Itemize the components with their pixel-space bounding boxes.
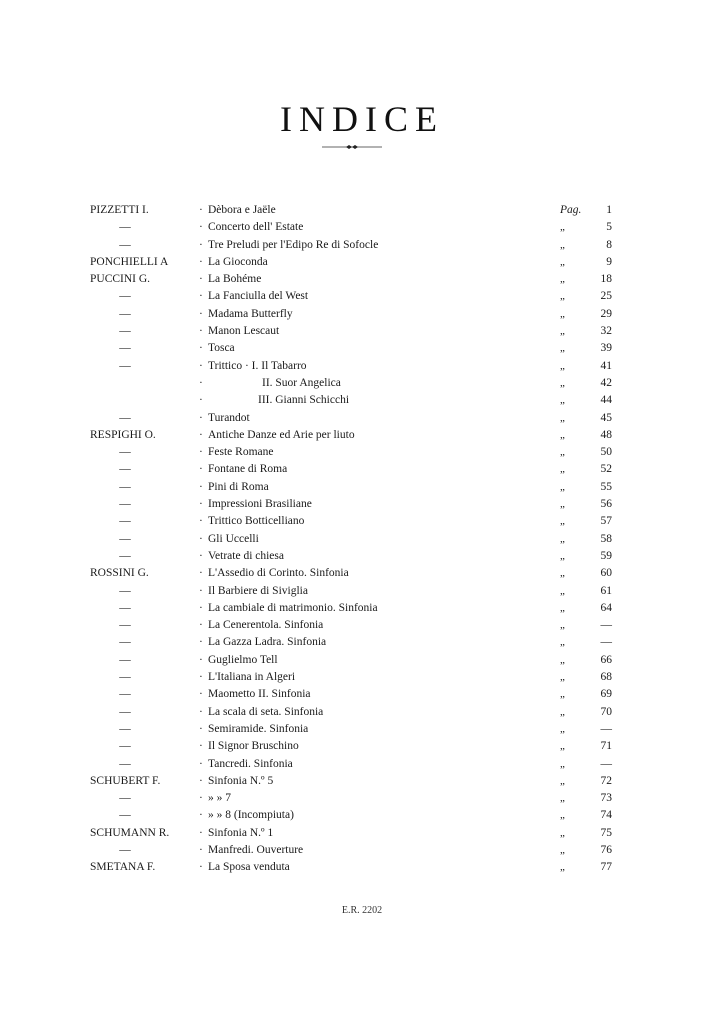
ditto-mark: „	[560, 653, 565, 666]
lead-dot: ·	[199, 204, 203, 216]
lead-dot: ·	[199, 359, 203, 372]
page-number: 66	[600, 653, 612, 666]
index-row	[0, 461, 724, 478]
lead-dot: ·	[199, 428, 203, 441]
page-number: 60	[600, 567, 612, 580]
work-title: Madama Butterfly	[208, 307, 293, 320]
page-number: 44	[600, 394, 612, 407]
ditto-mark: „	[560, 515, 565, 528]
work-title: Feste Romane	[208, 446, 274, 459]
page-number: 72	[600, 774, 612, 787]
index-row	[0, 410, 724, 427]
page-number: 52	[600, 463, 612, 476]
ditto-dash: —	[119, 601, 131, 614]
lead-dot: ·	[199, 567, 203, 580]
composer-name: ROSSINI G.	[90, 567, 149, 580]
work-title: L'Assedio di Corinto. Sinfonia	[208, 567, 349, 580]
work-title: La cambiale di matrimonio. Sinfonia	[208, 601, 378, 614]
ditto-dash: —	[119, 411, 131, 424]
ditto-dash: —	[119, 290, 131, 303]
ditto-dash: —	[119, 619, 131, 632]
index-row	[0, 444, 724, 461]
page-number: 59	[600, 549, 612, 562]
page-number: 56	[600, 498, 612, 511]
lead-dot: ·	[199, 532, 203, 545]
ditto-mark: „	[560, 843, 565, 856]
ditto-dash: —	[119, 342, 131, 355]
lead-dot: ·	[199, 688, 203, 701]
title-ornament	[322, 144, 382, 150]
page-number: 74	[600, 809, 612, 822]
composer-name: PUCCINI G.	[90, 273, 151, 286]
lead-dot: ·	[199, 290, 203, 303]
ditto-mark: „	[560, 774, 565, 787]
index-row	[0, 323, 724, 340]
ditto-dash: —	[119, 688, 131, 701]
index-row	[0, 288, 724, 305]
lead-dot: ·	[199, 861, 203, 874]
lead-dot: ·	[199, 809, 203, 822]
ditto-dash: —	[119, 636, 131, 649]
index-row	[0, 634, 724, 651]
composer-name: PONCHIELLI A	[90, 255, 169, 268]
ditto-dash: —	[119, 792, 131, 805]
ditto-mark: „	[560, 221, 565, 234]
index-row	[0, 704, 724, 721]
ditto-mark: „	[560, 792, 565, 805]
lead-dot: ·	[199, 376, 203, 389]
lead-dot: ·	[199, 653, 203, 666]
page-number: 69	[600, 688, 612, 701]
work-title: La Fanciulla del West	[208, 290, 309, 303]
page-number: —	[600, 619, 612, 632]
ditto-dash: —	[119, 757, 131, 770]
work-title: Sinfonia N.º 5	[208, 774, 274, 787]
work-title: Fontane di Roma	[208, 463, 288, 476]
composer-name: SCHUBERT F.	[90, 774, 161, 787]
index-row	[0, 859, 724, 876]
lead-dot: ·	[199, 722, 203, 735]
lead-dot: ·	[199, 463, 203, 476]
ditto-dash: —	[119, 740, 131, 753]
work-title: Concerto dell' Estate	[208, 221, 304, 234]
ditto-dash: —	[119, 325, 131, 338]
ditto-dash: —	[119, 584, 131, 597]
ditto-mark: „	[560, 255, 565, 268]
work-title: Vetrate di chiesa	[208, 549, 284, 562]
ditto-dash: —	[119, 463, 131, 476]
lead-dot: ·	[199, 342, 203, 355]
page-number: 77	[600, 861, 612, 874]
page-number: 71	[600, 740, 612, 753]
ditto-dash: —	[119, 480, 131, 493]
lead-dot: ·	[199, 757, 203, 770]
ditto-dash: —	[119, 705, 131, 718]
page-number: 48	[600, 428, 612, 441]
page-number: 18	[600, 273, 612, 286]
page-number: 39	[600, 342, 612, 355]
ditto-dash: —	[119, 532, 131, 545]
index-row	[0, 756, 724, 773]
ditto-mark: „	[560, 290, 565, 303]
index-row	[0, 254, 724, 271]
lead-dot: ·	[199, 325, 203, 338]
ditto-mark: „	[560, 463, 565, 476]
page-number: 42	[600, 376, 612, 389]
index-row	[0, 306, 724, 323]
page-label: Pag.	[560, 204, 582, 216]
work-title: Manon Lescaut	[208, 325, 280, 338]
ditto-dash: —	[119, 498, 131, 511]
work-title: Trittico · I. Il Tabarro	[208, 359, 307, 372]
ditto-mark: „	[560, 549, 565, 562]
work-title: Il Barbiere di Siviglia	[208, 584, 308, 597]
ditto-mark: „	[560, 411, 565, 424]
ditto-mark: „	[560, 273, 565, 286]
ditto-mark: „	[560, 757, 565, 770]
ditto-dash: —	[119, 843, 131, 856]
index-row	[0, 479, 724, 496]
work-title: » » 8 (Incompiuta)	[208, 809, 294, 822]
composer-name: RESPIGHI O.	[90, 428, 156, 441]
index-table	[0, 202, 724, 877]
index-row	[0, 392, 724, 409]
page-number: 76	[600, 843, 612, 856]
composer-name: PIZZETTI I.	[90, 204, 149, 216]
work-title: La Gazza Ladra. Sinfonia	[208, 636, 327, 649]
page-number: 1	[606, 204, 612, 216]
page-number: —	[600, 636, 612, 649]
work-title: Tre Preludi per l'Edipo Re di Sofocle	[208, 238, 379, 251]
work-title: Pini di Roma	[208, 480, 269, 493]
lead-dot: ·	[199, 601, 203, 614]
page-number: 29	[600, 307, 612, 320]
work-title: Impressioni Brasiliane	[208, 498, 312, 511]
work-title: L'Italiana in Algeri	[208, 671, 296, 684]
lead-dot: ·	[199, 705, 203, 718]
ditto-mark: „	[560, 826, 565, 839]
index-row	[0, 686, 724, 703]
index-row	[0, 583, 724, 600]
composer-name: SCHUMANN R.	[90, 826, 170, 839]
index-row	[0, 513, 724, 530]
ditto-mark: „	[560, 394, 565, 407]
page-number: 61	[600, 584, 612, 597]
ditto-mark: „	[560, 601, 565, 614]
index-row	[0, 773, 724, 790]
ditto-mark: „	[560, 446, 565, 459]
ditto-mark: „	[560, 359, 565, 372]
index-row	[0, 825, 724, 842]
lead-dot: ·	[199, 480, 203, 493]
page-number: 58	[600, 532, 612, 545]
work-title: Sinfonia N.º 1	[208, 826, 274, 839]
work-title: Maometto II. Sinfonia	[208, 688, 311, 701]
ditto-dash: —	[119, 446, 131, 459]
page-number: 64	[600, 601, 612, 614]
ditto-dash: —	[119, 221, 131, 234]
page-number: 50	[600, 446, 612, 459]
work-title: Tosca	[208, 342, 235, 355]
page-number: 25	[600, 290, 612, 303]
page-number: 45	[600, 411, 612, 424]
index-row	[0, 358, 724, 375]
lead-dot: ·	[199, 549, 203, 562]
page-number: 5	[606, 221, 612, 234]
composer-name: SMETANA F.	[90, 861, 156, 874]
ditto-mark: „	[560, 238, 565, 251]
lead-dot: ·	[199, 636, 203, 649]
lead-dot: ·	[199, 255, 203, 268]
page-number: 8	[606, 238, 612, 251]
lead-dot: ·	[199, 671, 203, 684]
page-number: 55	[600, 480, 612, 493]
ditto-mark: „	[560, 671, 565, 684]
ditto-dash: —	[119, 549, 131, 562]
index-row	[0, 842, 724, 859]
work-title: La scala di seta. Sinfonia	[208, 705, 324, 718]
work-title: Turandot	[208, 411, 250, 424]
page-number: 57	[600, 515, 612, 528]
ditto-mark: „	[560, 619, 565, 632]
page-number: 68	[600, 671, 612, 684]
index-row	[0, 600, 724, 617]
page-number: 70	[600, 705, 612, 718]
index-row	[0, 652, 724, 669]
index-row	[0, 669, 724, 686]
work-title: Gli Uccelli	[208, 532, 259, 545]
ditto-mark: „	[560, 809, 565, 822]
lead-dot: ·	[199, 446, 203, 459]
ditto-mark: „	[560, 532, 565, 545]
ditto-mark: „	[560, 480, 565, 493]
catalog-number: E.R. 2202	[341, 905, 383, 916]
ditto-mark: „	[560, 342, 565, 355]
page-number: —	[600, 722, 612, 735]
lead-dot: ·	[199, 792, 203, 805]
ditto-mark: „	[560, 325, 565, 338]
ditto-dash: —	[119, 653, 131, 666]
index-row	[0, 271, 724, 288]
work-title: Dèbora e Jaële	[208, 204, 276, 216]
index-row	[0, 219, 724, 236]
work-title: Tancredi. Sinfonia	[208, 757, 293, 770]
ditto-mark: „	[560, 584, 565, 597]
page-number: 9	[606, 255, 612, 268]
page-number: 32	[600, 325, 612, 338]
index-row	[0, 375, 724, 392]
ditto-mark: „	[560, 636, 565, 649]
index-row	[0, 738, 724, 755]
ditto-dash: —	[119, 359, 131, 372]
page-title: INDICE	[280, 99, 444, 139]
ditto-dash: —	[119, 238, 131, 251]
ditto-mark: „	[560, 498, 565, 511]
work-title: Manfredi. Ouverture	[208, 843, 304, 856]
ditto-mark: „	[560, 428, 565, 441]
work-title: La Cenerentola. Sinfonia	[208, 619, 324, 632]
page-number: 75	[600, 826, 612, 839]
ditto-mark: „	[560, 705, 565, 718]
lead-dot: ·	[199, 774, 203, 787]
index-row	[0, 496, 724, 513]
lead-dot: ·	[199, 394, 203, 407]
index-row	[0, 548, 724, 565]
work-title: La Gioconda	[208, 255, 268, 268]
ditto-mark: „	[560, 307, 565, 320]
lead-dot: ·	[199, 515, 203, 528]
lead-dot: ·	[199, 584, 203, 597]
index-row	[0, 531, 724, 548]
lead-dot: ·	[199, 273, 203, 286]
page-number: —	[600, 757, 612, 770]
ditto-dash: —	[119, 671, 131, 684]
index-row	[0, 565, 724, 582]
work-title: II. Suor Angelica	[262, 376, 341, 389]
lead-dot: ·	[199, 826, 203, 839]
lead-dot: ·	[199, 619, 203, 632]
work-title: Trittico Botticelliano	[208, 515, 305, 528]
index-row	[0, 807, 724, 824]
ditto-mark: „	[560, 740, 565, 753]
lead-dot: ·	[199, 843, 203, 856]
lead-dot: ·	[199, 740, 203, 753]
ditto-dash: —	[119, 515, 131, 528]
ditto-mark: „	[560, 688, 565, 701]
page-number: 73	[600, 792, 612, 805]
index-row	[0, 617, 724, 634]
index-row	[0, 790, 724, 807]
work-title: Il Signor Bruschino	[208, 740, 299, 753]
page-number: 41	[600, 359, 612, 372]
work-title: Antiche Danze ed Arie per liuto	[208, 428, 355, 441]
work-title: La Sposa venduta	[208, 861, 290, 874]
work-title: Semiramide. Sinfonia	[208, 722, 309, 735]
ditto-dash: —	[119, 722, 131, 735]
lead-dot: ·	[199, 411, 203, 424]
lead-dot: ·	[199, 221, 203, 234]
work-title: III. Gianni Schicchi	[258, 394, 350, 407]
ditto-dash: —	[119, 809, 131, 822]
ditto-mark: „	[560, 376, 565, 389]
index-row	[0, 237, 724, 254]
work-title: La Bohéme	[208, 273, 262, 286]
ditto-mark: „	[560, 861, 565, 874]
lead-dot: ·	[199, 498, 203, 511]
ditto-dash: —	[119, 307, 131, 320]
index-row	[0, 340, 724, 357]
index-row	[0, 721, 724, 738]
work-title: Guglielmo Tell	[208, 653, 278, 666]
index-row	[0, 427, 724, 444]
ditto-mark: „	[560, 567, 565, 580]
lead-dot: ·	[199, 307, 203, 320]
ditto-mark: „	[560, 722, 565, 735]
lead-dot: ·	[199, 238, 203, 251]
work-title: » » 7	[208, 792, 231, 805]
index-row	[0, 202, 724, 219]
